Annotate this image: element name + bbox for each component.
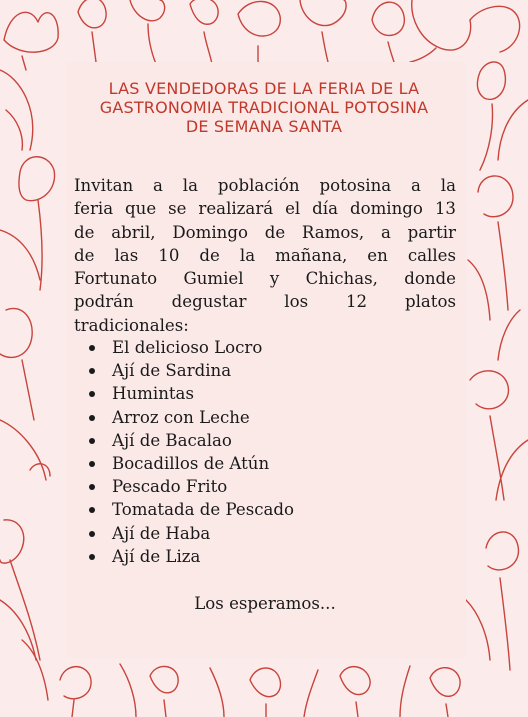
title-line: LAS VENDEDORAS DE LA FERIA DE LA [108,79,420,98]
dish-list [88,336,294,568]
bullet-icon [89,368,95,374]
bullet-icon [89,531,95,537]
tulip-top-row [4,0,520,70]
bullet-icon [89,484,95,490]
flyer-title [74,79,454,136]
bullet-icon [89,415,95,421]
list-item [88,382,294,405]
list-item [88,498,294,521]
intro-line: de las 10 de la mañana, en calles [74,245,456,265]
list-item [88,406,294,429]
list-item [88,336,294,359]
intro-line: podrán degustar los 12 platos [74,292,456,312]
intro-line: feria que se realizará el día domingo 13 [74,199,456,219]
intro-line: Fortunato Gumiel y Chichas, donde [74,269,456,289]
dish-name: Ají de Haba [112,523,211,543]
list-item [88,452,294,475]
list-item [88,475,294,498]
tulip-right-column [466,62,528,670]
dish-name: Arroz con Leche [112,407,250,427]
title-line: DE SEMANA SANTA [185,117,343,136]
intro-line: Invitan a la población potosina a la [74,176,456,195]
bullet-icon [89,391,95,397]
dish-name: Ají de Liza [112,546,201,566]
list-item [88,359,294,382]
closing-text: Los esperamos... [194,594,336,613]
intro-line: tradicionales: [74,315,189,335]
dish-name: Humintas [112,384,194,404]
dish-name: Bocadillos de Atún [112,454,270,474]
bullet-icon [89,461,95,467]
dish-name: Pescado Frito [112,477,228,497]
list-item [88,522,294,545]
list-item [88,545,294,568]
intro-paragraph [74,174,456,337]
bullet-icon [89,507,95,513]
title-line: GASTRONOMIA TRADICIONAL POTOSINA [99,98,429,117]
dish-name: El delicioso Locro [112,338,263,357]
bullet-icon [89,438,95,444]
dish-name: Ají de Sardina [112,361,232,381]
bullet-icon [89,345,95,351]
tulip-left-column [0,70,55,700]
bullet-icon [89,554,95,560]
dish-name: Ají de Bacalao [112,430,232,450]
intro-line: de abril, Domingo de Ramos, a partir [74,222,456,242]
tulip-bottom-row [60,664,460,717]
dish-name: Tomatada de Pescado [112,500,295,520]
list-item [88,429,294,452]
